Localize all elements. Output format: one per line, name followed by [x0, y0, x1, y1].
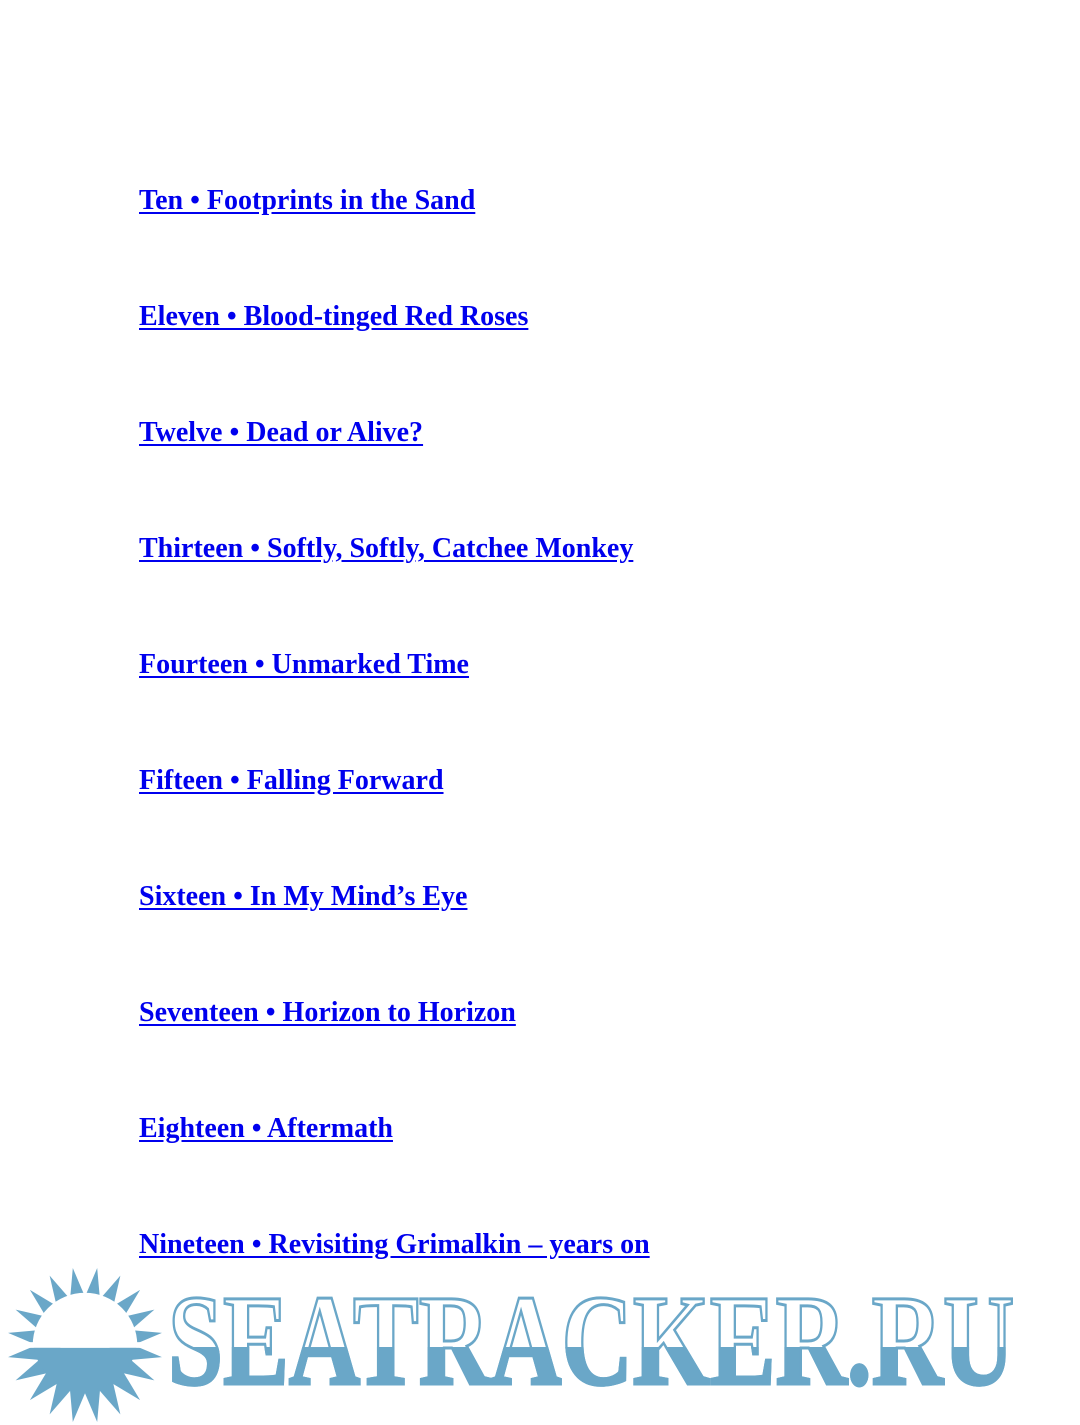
table-of-contents — [139, 186, 1039, 1346]
toc-link-fifteen[interactable]: Fifteen • Falling Forward — [139, 765, 444, 796]
toc-row — [139, 766, 1039, 882]
toc-link-nineteen[interactable]: Nineteen • Revisiting Grimalkin – years on — [139, 1229, 650, 1260]
toc-link-thirteen[interactable]: Thirteen • Softly, Softly, Catchee Monkey — [139, 533, 634, 564]
toc-row — [139, 534, 1039, 650]
toc-row — [139, 650, 1039, 766]
toc-row — [139, 998, 1039, 1114]
toc-row — [139, 418, 1039, 534]
toc-link-twelve[interactable]: Twelve • Dead or Alive? — [139, 417, 424, 448]
toc-link-ten[interactable]: Ten • Footprints in the Sand — [139, 185, 476, 216]
watermark-text: SEATRACKER.RU — [168, 1269, 1015, 1413]
toc-link-fourteen[interactable]: Fourteen • Unmarked Time — [139, 649, 469, 680]
toc-row — [139, 302, 1039, 418]
toc-link-seventeen[interactable]: Seventeen • Horizon to Horizon — [139, 997, 516, 1028]
toc-row — [139, 1230, 1039, 1346]
toc-row — [139, 882, 1039, 998]
toc-link-eleven[interactable]: Eleven • Blood-tinged Red Roses — [139, 301, 529, 332]
toc-link-eighteen[interactable]: Eighteen • Aftermath — [139, 1113, 393, 1144]
toc-link-sixteen[interactable]: Sixteen • In My Mind’s Eye — [139, 881, 468, 912]
toc-row — [139, 1114, 1039, 1230]
toc-row — [139, 186, 1039, 302]
